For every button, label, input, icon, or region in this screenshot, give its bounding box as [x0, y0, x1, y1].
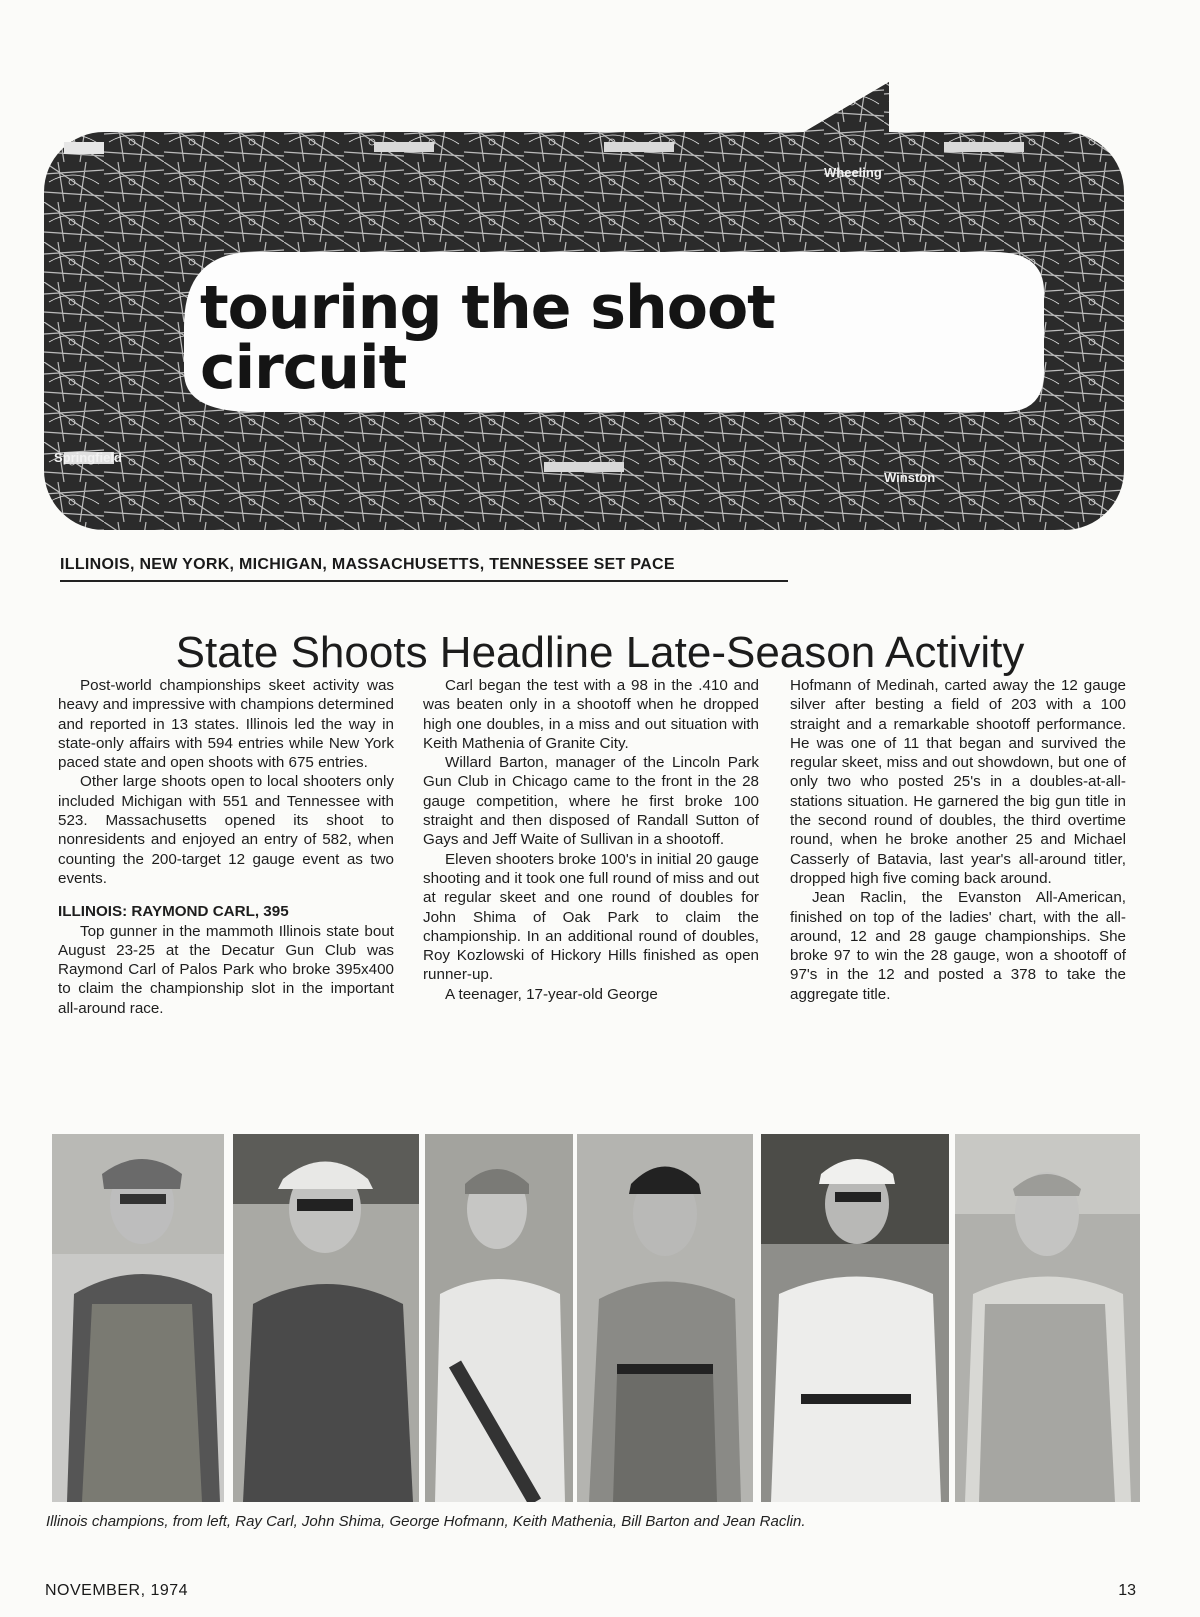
article-kicker: ILLINOIS, NEW YORK, MICHIGAN, MASSACHUSETTS, TENNESSEE SET PACE: [60, 556, 788, 582]
map-label: Winston: [884, 470, 936, 485]
page-number: 13: [1118, 1582, 1136, 1599]
paragraph: Carl began the test with a 98 in the .410 and was beaten only in a shootoff when he dropped high one doubles, in a miss and out situation with Keith Mathenia of Granite City.: [423, 677, 759, 752]
paragraph: Willard Barton, manager of the Lincoln Park Gun Club in Chicago came to the front in the 28 gauge competition, where he first broke 100 straight and then disposed of Randall Sutton of Gays and Jeff Waite of Sullivan in a shootoff.: [423, 754, 759, 849]
article-headline: State Shoots Headline Late-Season Activity: [175, 628, 1025, 678]
section-subhead: ILLINOIS: RAYMOND CARL, 395: [58, 903, 289, 921]
map-label: Wheeling: [824, 165, 882, 180]
champions-photo-strip: [52, 1134, 1140, 1502]
photo-champion: [955, 1134, 1140, 1502]
paragraph: Jean Raclin, the Evanston All-American, finished on top of the ladies' chart, with the all-around, 12 and 28 gauge championships. She broke 97 to win the 28 gauge, won a shootoff of 97's in the 12 and posted a 378 to take the aggregate title.: [790, 889, 1126, 1003]
photo-champion: [52, 1134, 224, 1502]
banner-title: touring the shoot circuit: [200, 273, 775, 403]
column-3: [790, 676, 1126, 1004]
issue-date: NOVEMBER, 1974: [45, 1582, 189, 1599]
photo-champion: [233, 1134, 419, 1502]
map-label: Springfield: [54, 450, 122, 465]
photo-caption: Illinois champions, from left, Ray Carl, John Shima, George Hofmann, Keith Mathenia, Bill Barton and Jean Raclin.: [46, 1513, 806, 1530]
paragraph: Other large shoots open to local shooters only included Michigan with 551 and Tennessee with 523. Massachusetts opened its shoot to nonresidents and enjoyed an entry of 582, when counting the 200-target 12 gauge event as two events.: [58, 773, 394, 887]
photo-champion: [761, 1134, 949, 1502]
paragraph: A teenager, 17-year-old George: [445, 985, 658, 1003]
paragraph: Post-world championships skeet activity was heavy and impressive with champions determined and reported in 13 states. Illinois led the way in state-only affairs with 594 entries while New York paced state and open shoots with 675 entries.: [58, 677, 394, 772]
paragraph: Top gunner in the mammoth Illinois state bout August 23-25 at the Decatur Gun Club was Raymond Carl of Palos Park who broke 395x400 to claim the championship slot in the important all-around race.: [58, 922, 394, 1017]
article-body: [58, 676, 1142, 1116]
column-1: [58, 676, 394, 1018]
paragraph: Hofmann of Medinah, carted away the 12 gauge silver after besting a field of 203 with a 100 straight and a remarkable shootoff performance. He was one of 11 that began and survived the regular skeet, miss and out showdown, but one of only two who posted 25's in a doubles-at-all-stations situation. He garnered the big gun title in the second round of doubles, the third overtime round, when he broke another 25 and Michael Casserly of Batavia, last year's all-around titler, dropped high five coming back around.: [790, 677, 1126, 887]
paragraph: Eleven shooters broke 100's in initial 20 gauge shooting and it took one full round of miss and out at regular skeet and one round of doubles for John Shima of Oak Park to claim the championship. In an additional round of doubles, Roy Kozlowski of Hickory Hills finished as open runner-up.: [423, 850, 759, 984]
column-2: [423, 676, 759, 1004]
photo-champion: [425, 1134, 573, 1502]
photo-champion: [577, 1134, 753, 1502]
